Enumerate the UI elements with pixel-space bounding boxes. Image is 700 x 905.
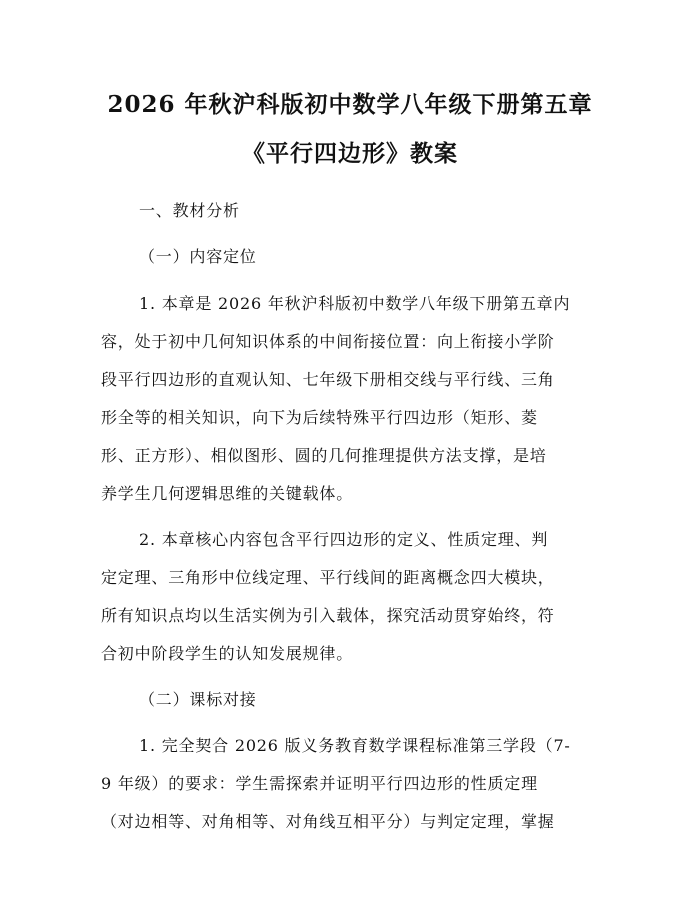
- document-title-line2: 《平行四边形》教案: [242, 140, 458, 167]
- section-heading: 一、教材分析: [139, 201, 240, 220]
- paragraph-line: 段平行四边形的直观认知、七年级下册相交线与平行线、三角: [101, 370, 555, 389]
- paragraph-line: 1. 本章是 2026 年秋沪科版初中数学八年级下册第五章内: [139, 294, 571, 313]
- document-title-line1: 2026 年秋沪科版初中数学八年级下册第五章: [107, 91, 593, 118]
- subsection-heading-standards: （二）课标对接: [139, 690, 257, 709]
- paragraph-line: 所有知识点均以生活实例为引入载体，探究活动贯穿始终，符: [101, 606, 555, 625]
- paragraph-line: 合初中阶段学生的认知发展规律。: [101, 644, 354, 663]
- subsection-heading-content: （一）内容定位: [139, 247, 257, 266]
- paragraph-line: 1. 完全契合 2026 版义务教育数学课程标准第三学段（7-: [139, 736, 571, 755]
- paragraph-line: （对边相等、对角相等、对角线互相平分）与判定定理，掌握: [101, 812, 555, 831]
- paragraph-line: 9 年级）的要求：学生需探索并证明平行四边形的性质定理: [101, 774, 538, 793]
- paragraph-line: 形全等的相关知识，向下为后续特殊平行四边形（矩形、菱: [101, 408, 538, 427]
- paragraph-line: 形、正方形）、相似图形、圆的几何推理提供方法支撑，是培: [101, 446, 547, 465]
- paragraph-line: 容，处于初中几何知识体系的中间衔接位置：向上衔接小学阶: [101, 332, 555, 351]
- paragraph-line: 定定理、三角形中位线定理、平行线间的距离概念四大模块，: [101, 568, 555, 587]
- paragraph-line: 养学生几何逻辑思维的关键载体。: [101, 484, 354, 503]
- paragraph-line: 2. 本章核心内容包含平行四边形的定义、性质定理、判: [139, 530, 549, 549]
